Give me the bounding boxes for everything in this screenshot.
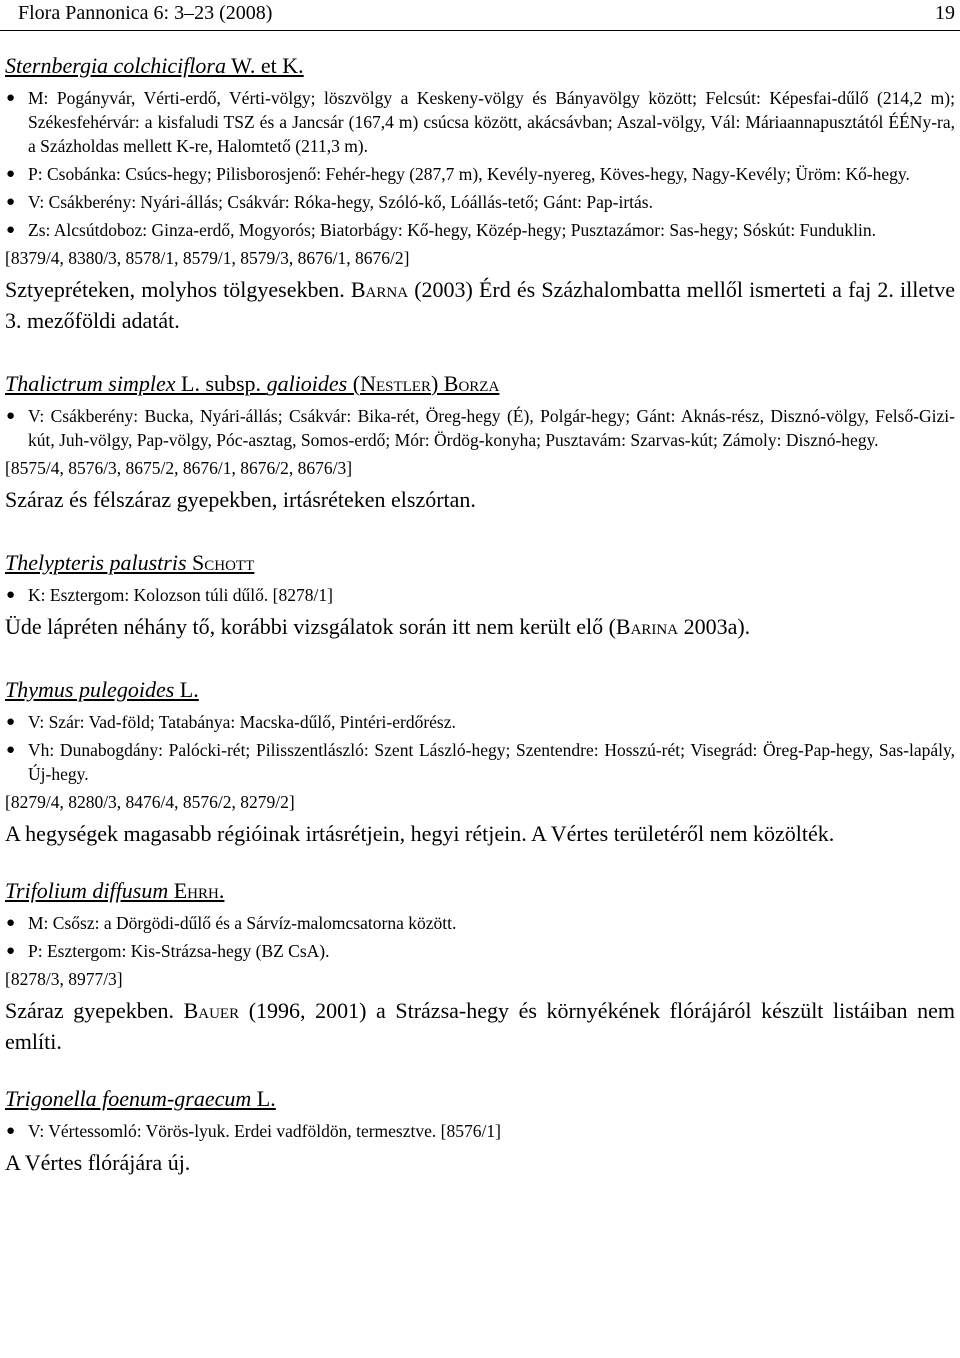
- grid-codes: [8278/3, 8977/3]: [5, 969, 123, 989]
- species-name: Thelypteris palustris: [5, 550, 187, 575]
- bullet-icon: ●: [6, 742, 16, 758]
- species-entry-thymus: [5, 676, 955, 849]
- species-name: Thymus pulegoides: [5, 677, 175, 702]
- cited-author: Barina: [615, 614, 679, 639]
- journal-citation: Flora Pannonica 6: 3–23 (2008): [18, 2, 273, 24]
- locality-list: [5, 583, 955, 607]
- habitat-note: A Vértes flórájára új.: [5, 1150, 191, 1175]
- subspecies-name: galioides: [266, 371, 348, 396]
- bullet-icon: ●: [6, 408, 16, 424]
- species-author: Ehrh.: [173, 878, 225, 903]
- species-entry-thelypteris: [5, 549, 955, 642]
- species-name: Sternbergia colchiciflora: [5, 53, 226, 78]
- grid-codes: [8279/4, 8280/3, 8476/4, 8576/2, 8279/2]: [5, 792, 295, 812]
- species-name: Trifolium diffusum: [5, 878, 169, 903]
- locality-list: [5, 86, 955, 242]
- list-item: ● Zs: Alcsútdoboz: Ginza-erdő, Mogyorós; Biatorbágy: Kő-hegy, Közép-hegy; Pusztazámor: Sas-hegy; Sóskút: Funduklin.: [6, 220, 876, 240]
- list-item: ● P: Esztergom: Kis-Strázsa-hegy (BZ CsA).: [6, 941, 330, 961]
- bullet-icon: ●: [6, 166, 16, 182]
- list-item: ● M: Csősz: a Dörgödi-dűlő és a Sárvíz-malomcsatorna között.: [6, 913, 457, 933]
- list-item: ● V: Csákberény: Nyári-állás; Csákvár: Róka-hegy, Szóló-kő, Lóállás-tető; Gánt: Pap-irtás.: [6, 192, 653, 212]
- cited-author: Barna: [350, 277, 409, 302]
- list-item: ● P: Csobánka: Csúcs-hegy; Pilisborosjenő: Fehér-hegy (287,7 m), Kevély-nyereg, Köves-hegy, Nagy-Kevély; Üröm: Kő-hegy.: [6, 164, 910, 184]
- species-author: Schott: [192, 550, 255, 575]
- bullet-icon: ●: [6, 222, 16, 238]
- species-heading: [5, 877, 955, 905]
- list-item: ● M: Pogányvár, Vérti-erdő, Vérti-völgy; löszvölgy a Keskeny-völgy és Bányavölgy között; Felcsút: Képesfai-dűlő (214,2 m); Székesfehérvár: a kisfaludi TSZ és a Jancsár (167,4 m) csúcsa között, akácsávban; Aszal-völgy, Vál: Máriaannapusztától ÉÉNy-ra, a Százholdas mellett K-re, Halomtető (211,3 m).: [6, 88, 955, 156]
- locality-list: [5, 404, 955, 452]
- habitat-note: A hegységek magasabb régióinak irtásrétjein, hegyi rétjein. A Vértes területéről nem közölték.: [5, 821, 835, 846]
- running-header: [0, 0, 960, 31]
- bullet-icon: ●: [6, 90, 16, 106]
- list-item: ● V: Csákberény: Bucka, Nyári-állás; Csákvár: Bika-rét, Öreg-hegy (É), Polgár-hegy; Gánt: Aknás-rész, Disznó-völgy, Felső-Gizi-kút, Juh-völgy, Pap-völgy, Póc-asztag, Somos-erdő; Mór: Ördög-konyha; Pusztavám: Szarvas-kút; Zámoly: Disznó-hegy.: [6, 406, 955, 450]
- habitat-note: Üde lápréten néhány tő, korábbi vizsgálatok során itt nem került elő (Barina 2003a).: [5, 614, 751, 639]
- species-entry-trigonella: [5, 1085, 955, 1178]
- species-heading: Thalictrum simplex L. subsp. galioides (Nestler) Borza: [5, 371, 500, 396]
- cited-author: Bauer: [183, 998, 240, 1023]
- species-heading: [5, 52, 955, 80]
- grid-codes: [8379/4, 8380/3, 8578/1, 8579/1, 8579/3, 8676/1, 8676/2]: [5, 248, 410, 268]
- list-item: ● V: Szár: Vad-föld; Tatabánya: Macska-dűlő, Pintéri-erdőrész.: [6, 712, 456, 732]
- species-name: Thalictrum simplex: [5, 371, 176, 396]
- species-heading: [5, 676, 955, 704]
- species-entry-trifolium: [5, 877, 955, 1057]
- species-name: Trigonella foenum-graecum: [5, 1086, 252, 1111]
- habitat-note: Száraz és félszáraz gyepekben, irtásréteken elszórtan.: [5, 487, 476, 512]
- habitat-note: Száraz gyepekben. Bauer (1996, 2001) a Strázsa-hegy és környékének flórájáról készült listáiban nem említi.: [5, 998, 956, 1054]
- bullet-icon: ●: [6, 194, 16, 210]
- list-item: ● V: Vértessomló: Vörös-lyuk. Erdei vadföldön, termesztve. [8576/1]: [6, 1121, 501, 1141]
- page-number: 19: [935, 2, 955, 24]
- locality-list: [5, 911, 955, 963]
- locality-list: [5, 1119, 955, 1143]
- species-author: L.: [251, 1086, 276, 1111]
- species-author: L.: [174, 677, 199, 702]
- bullet-icon: ●: [6, 943, 16, 959]
- bullet-icon: ●: [6, 587, 16, 603]
- species-heading: [5, 549, 955, 577]
- bullet-icon: ●: [6, 1123, 16, 1139]
- page-body: [5, 52, 955, 1178]
- species-entry-thalictrum: [5, 370, 955, 515]
- grid-codes: [8575/4, 8576/3, 8675/2, 8676/1, 8676/2, 8676/3]: [5, 458, 353, 478]
- bullet-icon: ●: [6, 714, 16, 730]
- list-item: ● Vh: Dunabogdány: Palócki-rét; Pilisszentlászló: Szent László-hegy; Szentendre: Hosszú-rét; Visegrád: Öreg-Pap-hegy, Sas-lapály, Új-hegy.: [6, 740, 955, 784]
- species-heading: [5, 1085, 955, 1113]
- bullet-icon: ●: [6, 915, 16, 931]
- species-entry-sternbergia: [5, 52, 955, 336]
- list-item: ● K: Esztergom: Kolozson túli dűlő. [8278/1]: [6, 585, 333, 605]
- habitat-note: Sztyepréteken, molyhos tölgyesekben. Barna (2003) Érd és Százhalombatta mellől ismerteti a faj 2. illetve 3. mezőföldi adatát.: [5, 277, 956, 333]
- species-author: W. et K.: [225, 53, 304, 78]
- locality-list: [5, 710, 955, 786]
